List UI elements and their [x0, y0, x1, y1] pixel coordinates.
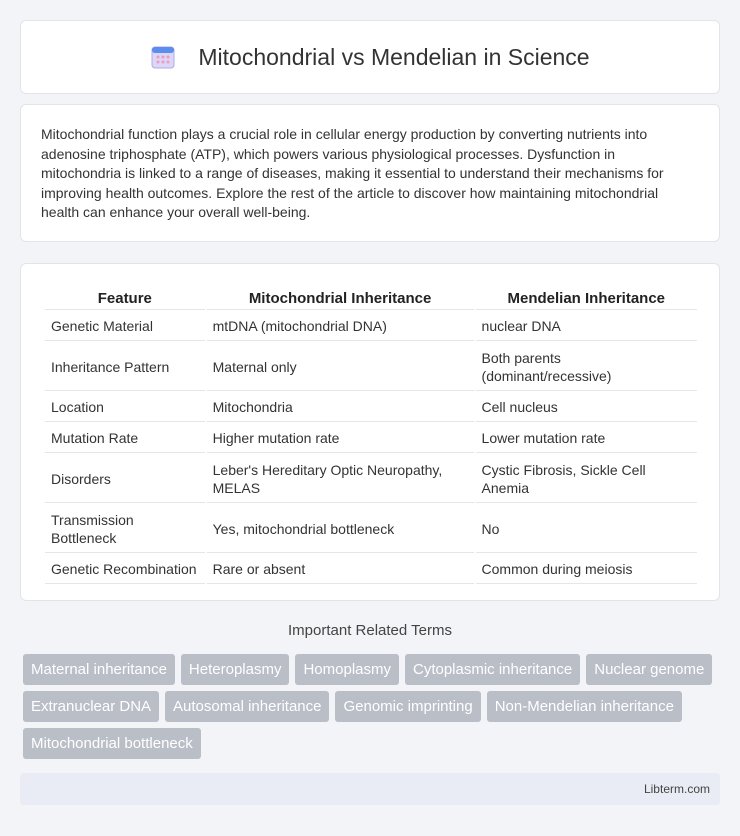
table-cell: Cystic Fibrosis, Sickle Cell Anemia	[476, 455, 697, 503]
calendar-icon	[150, 44, 176, 70]
table-row	[45, 343, 697, 391]
related-term-tag[interactable]: Homoplasmy	[295, 654, 399, 685]
table-cell: Disorders	[45, 455, 205, 503]
table-cell: No	[476, 505, 697, 553]
table-cell: Yes, mitochondrial bottleneck	[207, 505, 474, 553]
table-cell: Genetic Material	[45, 312, 205, 341]
table-cell: Transmission Bottleneck	[45, 505, 205, 553]
table-cell: Both parents (dominant/recessive)	[476, 343, 697, 391]
page-title: Mitochondrial vs Mendelian in Science	[198, 43, 590, 70]
table-cell: Common during meiosis	[476, 555, 697, 584]
intro-text: Mitochondrial function plays a crucial role in cellular energy production by converting nutrients into adenosine triphosphate (ATP), which powers various physiological processes. Dysfunction in mitochondria is linked to a range of diseases, making it essential to understand their mechanisms for improving health outcomes. Explore the rest of the article to discover how maintaining mitochondrial health can enhance your overall well-being.	[41, 126, 664, 220]
table-header: Mitochondrial Inheritance	[207, 286, 474, 310]
comparison-table-card	[20, 263, 720, 601]
related-terms-title: Important Related Terms	[288, 622, 452, 639]
related-terms-list	[23, 654, 723, 765]
table-row	[45, 505, 697, 553]
related-term-tag[interactable]: Nuclear genome	[586, 654, 712, 685]
table-cell: Lower mutation rate	[476, 424, 697, 453]
table-header: Mendelian Inheritance	[476, 286, 697, 310]
table-cell: Cell nucleus	[476, 393, 697, 422]
page-header	[20, 20, 720, 94]
related-term-tag[interactable]: Non-Mendelian inheritance	[487, 691, 682, 722]
related-term-tag[interactable]: Genomic imprinting	[335, 691, 480, 722]
table-row	[45, 424, 697, 453]
related-term-tag[interactable]: Heteroplasmy	[181, 654, 290, 685]
table-cell: Higher mutation rate	[207, 424, 474, 453]
table-row	[45, 393, 697, 422]
table-cell: mtDNA (mitochondrial DNA)	[207, 312, 474, 341]
related-term-tag[interactable]: Autosomal inheritance	[165, 691, 329, 722]
table-cell: Inheritance Pattern	[45, 343, 205, 391]
table-cell: Location	[45, 393, 205, 422]
table-cell: Mutation Rate	[45, 424, 205, 453]
table-cell: Genetic Recombination	[45, 555, 205, 584]
table-row	[45, 555, 697, 584]
table-cell: Rare or absent	[207, 555, 474, 584]
related-term-tag[interactable]: Maternal inheritance	[23, 654, 175, 685]
table-cell: Mitochondria	[207, 393, 474, 422]
related-term-tag[interactable]: Extranuclear DNA	[23, 691, 159, 722]
table-header: Feature	[45, 286, 205, 310]
table-row	[45, 312, 697, 341]
footer-site-link[interactable]: Libterm.com	[643, 782, 710, 796]
footer	[20, 773, 720, 805]
related-term-tag[interactable]: Mitochondrial bottleneck	[23, 728, 201, 759]
intro-section	[20, 104, 720, 242]
table-cell: Leber's Hereditary Optic Neuropathy, MELAS	[207, 455, 474, 503]
table-cell: nuclear DNA	[476, 312, 697, 341]
related-term-tag[interactable]: Cytoplasmic inheritance	[405, 654, 580, 685]
comparison-table	[43, 284, 699, 586]
table-row	[45, 455, 697, 503]
table-cell: Maternal only	[207, 343, 474, 391]
